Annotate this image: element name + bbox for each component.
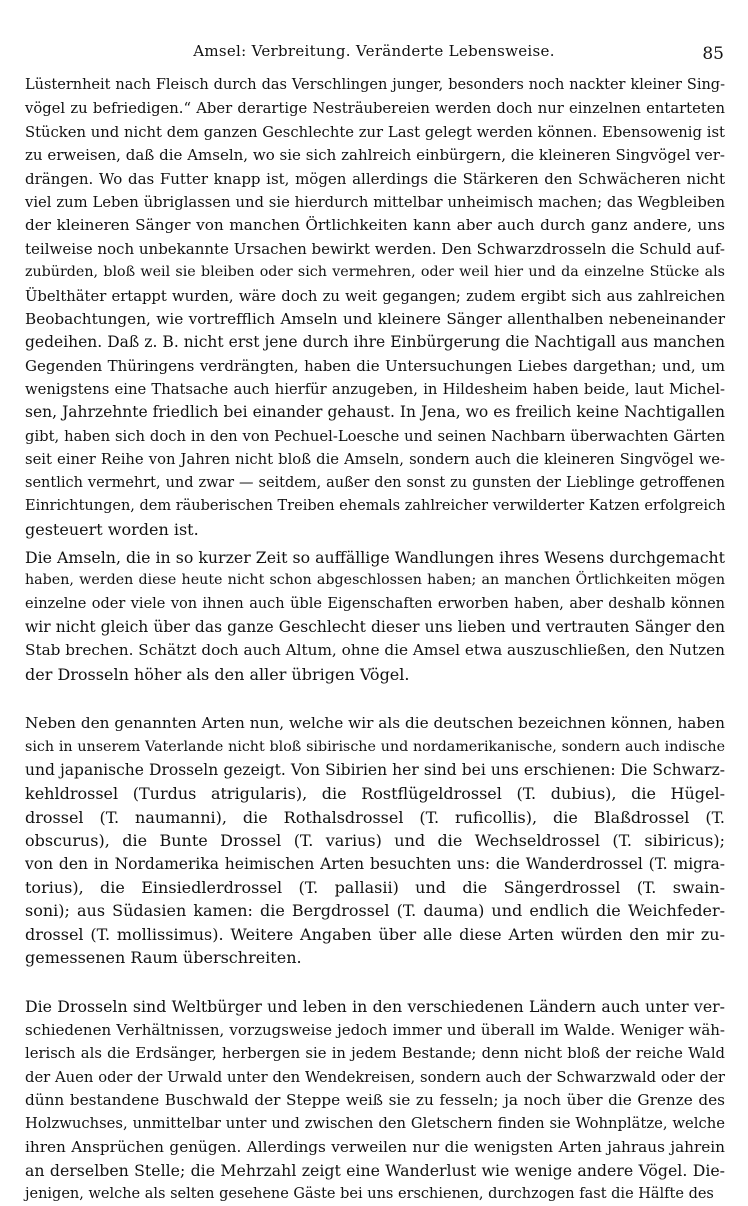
- text-line: an derselben Stelle; die Mehrzahl zeigt eine Wanderlust wie wenige andere Vögel. Die-: [25, 1161, 725, 1181]
- text-line: schiedenen Verhältnissen, vorzugsweise jedoch immer und überall im Walde. Weniger wäh-: [25, 1020, 725, 1039]
- text-line: viel zum Leben übriglassen und sie hierdurch mittelbar unheimisch machen; das Wegbleiben: [25, 193, 725, 211]
- text-line: drossel (T. mollissimus). Weitere Angaben über alle diese Arten würden den mir zu-: [25, 924, 725, 944]
- text-line: gesteuert worden ist.: [25, 520, 199, 540]
- text-line: dünn bestandene Buschwald der Steppe weiß sie zu fesseln; ja noch über die Grenze des: [25, 1091, 725, 1110]
- text-line: wir nicht gleich über das ganze Geschlecht dieser uns lieben und vertrauten Sänger den: [25, 617, 725, 636]
- text-line: teilweise noch unbekannte Ursachen bewirkt werden. Den Schwarzdrosseln die Schuld auf-: [25, 239, 725, 258]
- paragraph-1: [25, 74, 725, 542]
- paragraph-2: [25, 546, 725, 686]
- text-line: haben, werden diese heute nicht schon abgeschlossen haben; an manchen Örtlichkeiten mögen: [25, 572, 725, 589]
- text-line: von den in Nordamerika heimischen Arten besuchten uns: die Wanderdrossel (T. migra-: [25, 854, 725, 873]
- text-line: drossel (T. naumanni), die Rothalsdrossel (T. ruficollis), die Blaßdrossel (T.: [25, 807, 725, 827]
- text-line: der Auen oder der Urwald unter den Wendekreisen, sondern auch der Schwarzwald oder der: [25, 1068, 725, 1086]
- text-line: Lüsternheit nach Fleisch durch das Verschlingen junger, besonders noch nackter kleiner Sing-: [25, 77, 725, 93]
- text-line: zubürden, bloß weil sie bleiben oder sich vermehren, oder weil hier und da einzelne Stücke als: [25, 264, 725, 281]
- page-number: 85: [702, 44, 724, 64]
- text-line: lerisch als die Erdsänger, herbergen sie in jedem Bestande; denn nicht bloß der reiche Wald: [25, 1045, 725, 1063]
- text-line: sentlich vermehrt, und zwar — seitdem, außer den sonst zu gunsten der Lieblinge getroffenen: [25, 474, 725, 491]
- page-header: [0, 42, 748, 68]
- text-line: drängen. Wo das Futter knapp ist, mögen allerdings die Stärkeren den Schwächeren nicht: [25, 169, 725, 188]
- text-line: gemessenen Raum überschreiten.: [25, 948, 302, 968]
- text-line: Beobachtungen, wie vortrefflich Amseln und kleinere Sänger allenthalben nebeneinander: [25, 309, 725, 328]
- text-line: obscurus), die Bunte Drossel (T. varius) und die Wechseldrossel (T. sibiricus);: [25, 831, 725, 851]
- text-line: Einrichtungen, dem räuberischen Treiben ehemals zahlreicher verwilderter Katzen erfolgreich: [25, 498, 726, 515]
- text-line: wenigstens eine Thatsache auch hierfür anzugeben, in Hildesheim haben beide, laut Michel-: [25, 381, 725, 399]
- text-line: Stab brechen. Schätzt doch auch Altum, ohne die Amsel etwa auszuschließen, den Nutzen: [25, 641, 725, 660]
- text-line: vögel zu befriedigen.“ Aber derartige Nesträubereien werden doch nur einzelnen entarteten: [25, 100, 725, 118]
- text-line: gibt, haben sich doch in den von Pechuel-Loesche und seinen Nachbarn überwachten Gärten: [25, 427, 725, 445]
- page-body: [25, 74, 725, 1206]
- text-line: Gegenden Thüringens verdrängten, haben die Untersuchungen Liebes dargethan; und, um: [25, 356, 725, 375]
- text-line: Stücken und nicht dem ganzen Geschlechte zur Last gelegt werden können. Ebensowenig ist: [25, 123, 725, 141]
- text-line: Die Amseln, die in so kurzer Zeit so auffällige Wandlungen ihres Wesens durchgemacht: [25, 547, 725, 567]
- text-line: der Drosseln höher als den aller übrigen Vögel.: [25, 664, 410, 684]
- text-line: seit einer Reihe von Jahren nicht bloß die Amseln, sondern auch die kleineren Singvögel we-: [25, 451, 725, 469]
- text-line: sich in unserem Vaterlande nicht bloß sibirische und nordamerikanische, sondern auch indische: [25, 738, 725, 755]
- text-line: Die Drosseln sind Weltbürger und leben in den verschiedenen Ländern auch unter ver-: [25, 997, 725, 1017]
- text-line: der kleineren Sänger von manchen Örtlichkeiten kann aber auch durch ganz andere, uns: [25, 216, 725, 235]
- text-line: zu erweisen, daß die Amseln, wo sie sich zahlreich einbürgern, die kleineren Singvögel ver-: [25, 146, 725, 165]
- text-line: kehldrossel (Turdus atrigularis), die Rostflügeldrossel (T. dubius), die Hügel-: [25, 784, 725, 804]
- running-head: Amsel: Verbreitung. Veränderte Lebensweise.: [193, 42, 555, 60]
- text-line: jenigen, welche als selten gesehene Gäste bei uns erschienen, durchzogen fast die Hälfte des: [25, 1185, 714, 1202]
- text-line: torius), die Einsiedlerdrossel (T. pallasii) und die Sängerdrossel (T. swain-: [25, 877, 725, 897]
- text-line: ihren Ansprüchen genügen. Allerdings verweilen nur die wenigsten Arten jahraus jahrein: [25, 1137, 725, 1156]
- text-line: gedeihen. Daß z. B. nicht erst jene durch ihre Einbürgerung die Nachtigall aus manchen: [25, 333, 725, 352]
- text-line: soni); aus Südasien kamen: die Bergdrossel (T. dauma) und endlich die Weichfeder-: [25, 901, 725, 921]
- text-line: Übelthäter ertappt wurden, wäre doch zu weit gegangen; zudem ergibt sich aus zahlreichen: [25, 287, 725, 305]
- text-line: und japanische Drosseln gezeigt. Von Sibirien her sind bei uns erschienen: Die Schwarz-: [25, 760, 725, 779]
- text-line: Neben den genannten Arten nun, welche wir als die deutschen bezeichnen können, haben: [25, 714, 725, 733]
- paragraph-3: [25, 712, 725, 969]
- text-line: sen, Jahrzehnte friedlich bei einander gehaust. In Jena, wo es freilich keine Nachtigallen: [25, 403, 725, 422]
- text-line: einzelne oder viele von ihnen auch üble Eigenschaften erworben haben, aber deshalb können: [25, 595, 725, 612]
- text-line: Holzwuchses, unmittelbar unter und zwischen den Gletschern finden sie Wohnplätze, welche: [25, 1115, 725, 1133]
- paragraph-4: [25, 995, 725, 1206]
